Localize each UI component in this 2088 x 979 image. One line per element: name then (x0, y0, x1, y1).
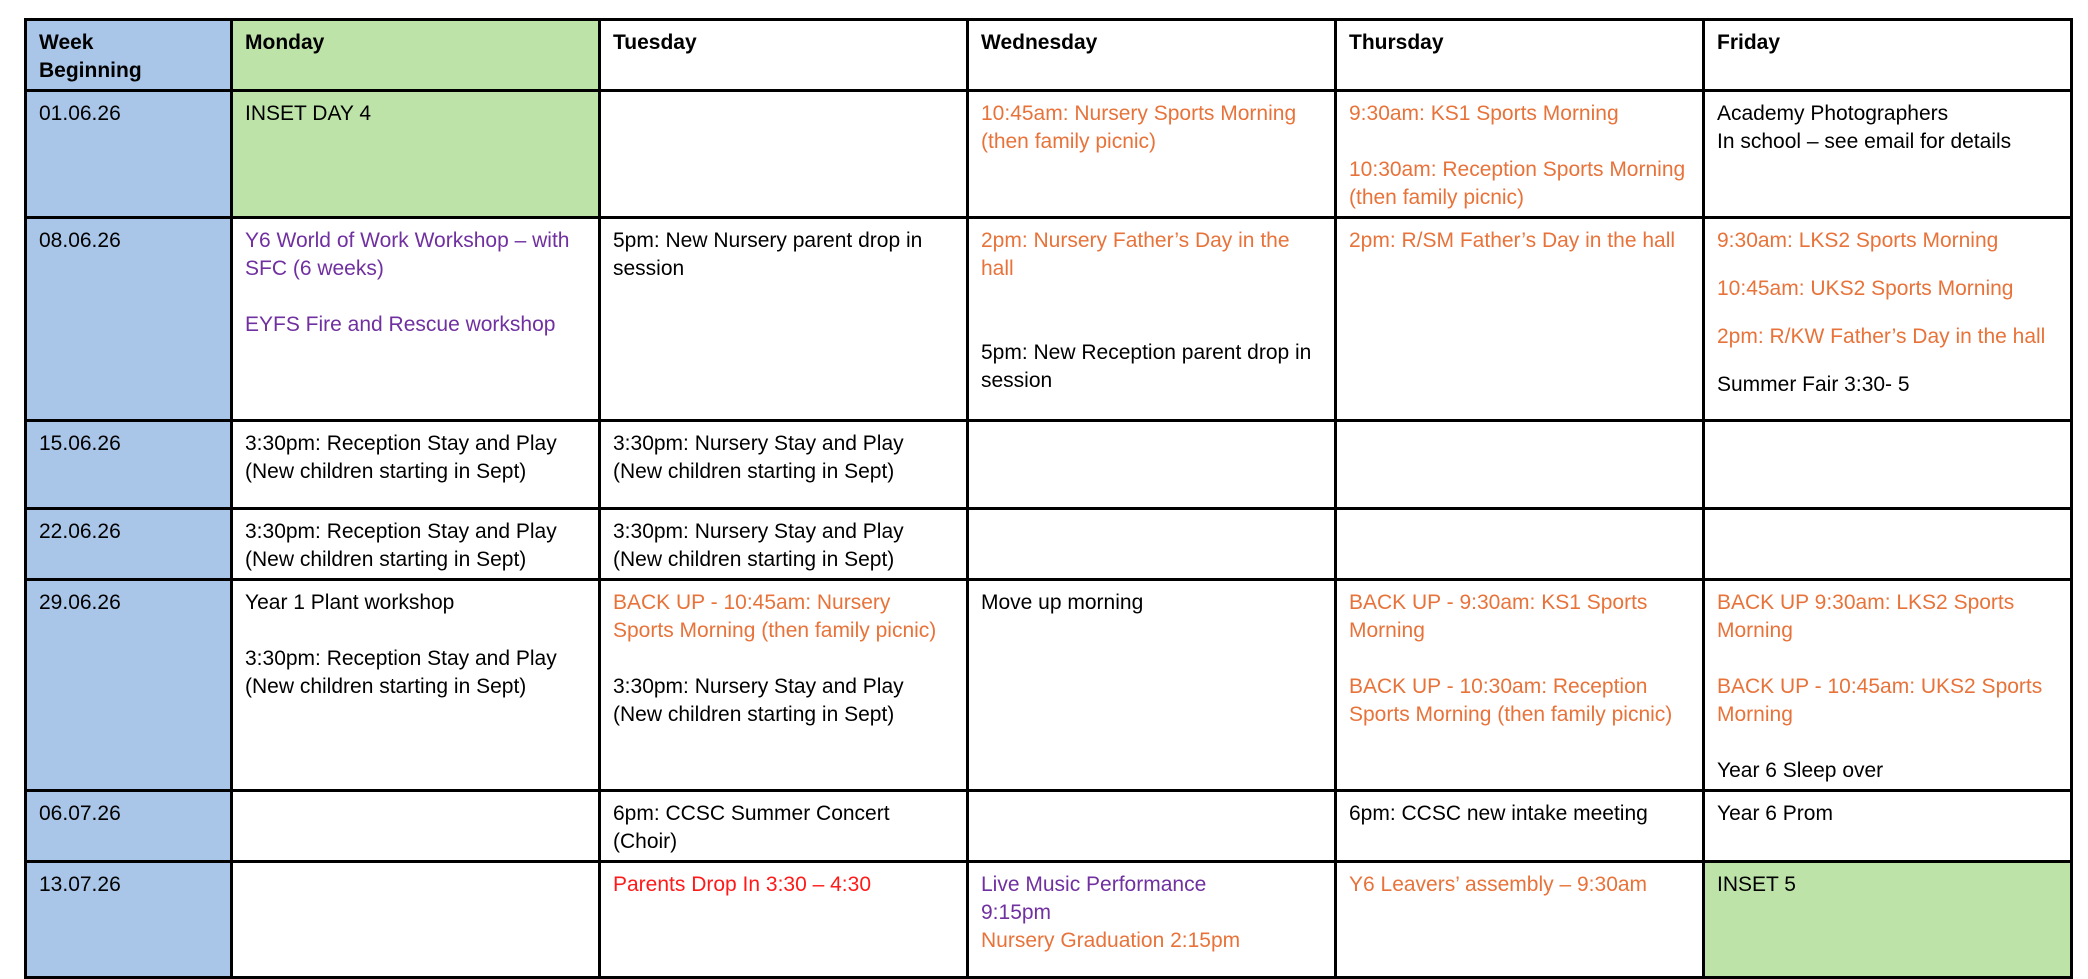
wednesday-cell (968, 509, 1336, 580)
week-cell: 08.06.26 (26, 218, 232, 421)
event-text: BACK UP - 10:45am: UKS2 Sports Morning (1717, 675, 2043, 726)
event-text: 9:30am: LKS2 Sports Morning (1717, 229, 1999, 252)
event-text: 6pm: CCSC new intake meeting (1349, 802, 1648, 825)
event-text: 3:30pm: Nursery Stay and Play (613, 432, 904, 455)
event-text: INSET DAY 4 (245, 102, 372, 125)
friday-cell (1704, 218, 2072, 421)
event-text: Year 6 Prom (1717, 802, 1833, 825)
event-text: EYFS Fire and Rescue workshop (245, 313, 556, 336)
event-text: (New children starting in Sept) (613, 460, 895, 483)
wednesday-cell (968, 580, 1336, 791)
event-text: Move up morning (981, 591, 1144, 614)
monday-cell (232, 791, 600, 862)
event-text: 10:45am: UKS2 Sports Morning (1717, 277, 2014, 300)
wednesday-cell (968, 421, 1336, 509)
event-text: 3:30pm: Reception Stay and Play (245, 432, 557, 455)
event-text: Y6 Leavers’ assembly – 9:30am (1349, 873, 1648, 896)
week-cell: 22.06.26 (26, 509, 232, 580)
tuesday-cell (600, 862, 968, 978)
friday-cell (1704, 580, 2072, 791)
header-week-beginning: Week Beginning (26, 20, 232, 91)
events-calendar-table (24, 18, 2073, 979)
event-text: 3:30pm: Nursery Stay and Play (613, 520, 904, 543)
table-row (26, 791, 2072, 862)
thursday-cell (1336, 791, 1704, 862)
event-text: (New children starting in Sept) (245, 460, 527, 483)
event-text: 10:30am: Reception Sports Morning (then family picnic) (1349, 158, 1686, 209)
thursday-cell (1336, 218, 1704, 421)
event-text: 3:30pm: Reception Stay and Play (245, 520, 557, 543)
event-text: Year 6 Sleep over (1717, 759, 1884, 782)
friday-cell (1704, 509, 2072, 580)
thursday-cell (1336, 580, 1704, 791)
header-monday: Monday (232, 20, 600, 91)
event-text: Live Music Performance (981, 873, 1207, 896)
monday-cell (232, 421, 600, 509)
thursday-cell (1336, 509, 1704, 580)
event-text: Summer Fair 3:30- 5 (1717, 373, 1910, 396)
table-row (26, 862, 2072, 978)
wednesday-cell (968, 91, 1336, 218)
tuesday-cell (600, 91, 968, 218)
tuesday-cell (600, 218, 968, 421)
table-row (26, 580, 2072, 791)
week-cell: 01.06.26 (26, 91, 232, 218)
header-friday: Friday (1704, 20, 2072, 91)
event-text: 5pm: New Nursery parent drop in session (613, 229, 923, 280)
tuesday-cell (600, 580, 968, 791)
event-text: (New children starting in Sept) (245, 548, 527, 571)
event-text: (New children starting in Sept) (613, 703, 895, 726)
friday-cell (1704, 91, 2072, 218)
event-text: INSET 5 (1717, 873, 1796, 896)
header-tuesday: Tuesday (600, 20, 968, 91)
monday-cell (232, 580, 600, 791)
week-cell: 15.06.26 (26, 421, 232, 509)
table-row (26, 218, 2072, 421)
event-text: Y6 World of Work Workshop – with SFC (6 weeks) (245, 229, 570, 280)
week-cell: 13.07.26 (26, 862, 232, 978)
event-text: 5pm: New Reception parent drop in session (981, 341, 1312, 392)
wednesday-cell (968, 218, 1336, 421)
table-row (26, 509, 2072, 580)
event-text: (New children starting in Sept) (245, 675, 527, 698)
event-text: In school – see email for details (1717, 130, 2012, 153)
table-row (26, 421, 2072, 509)
event-text: 3:30pm: Nursery Stay and Play (613, 675, 904, 698)
header-row (26, 20, 2072, 91)
event-text: BACK UP - 10:30am: Reception Sports Morning (then family picnic) (1349, 675, 1673, 726)
table-row (26, 91, 2072, 218)
event-text: BACK UP - 9:30am: KS1 Sports Morning (1349, 591, 1648, 642)
event-text: (New children starting in Sept) (613, 548, 895, 571)
thursday-cell (1336, 91, 1704, 218)
event-text: 6pm: CCSC Summer Concert (Choir) (613, 802, 890, 853)
event-text: Year 1 Plant workshop (245, 591, 455, 614)
event-text: 9:30am: KS1 Sports Morning (1349, 102, 1619, 125)
header-wednesday: Wednesday (968, 20, 1336, 91)
event-text: 3:30pm: Reception Stay and Play (245, 647, 557, 670)
header-thursday: Thursday (1336, 20, 1704, 91)
wednesday-cell (968, 862, 1336, 978)
monday-cell (232, 862, 600, 978)
tuesday-cell (600, 421, 968, 509)
event-text: BACK UP 9:30am: LKS2 Sports Morning (1717, 591, 2015, 642)
friday-cell (1704, 862, 2072, 978)
event-text: 2pm: R/KW Father’s Day in the hall (1717, 325, 2046, 348)
event-text: 2pm: Nursery Father’s Day in the hall (981, 229, 1290, 280)
wednesday-cell (968, 791, 1336, 862)
monday-cell (232, 218, 600, 421)
event-text: Parents Drop In 3:30 – 4:30 (613, 873, 871, 896)
event-text: 10:45am: Nursery Sports Morning (then family picnic) (981, 102, 1297, 153)
event-text: Academy Photographers (1717, 102, 1949, 125)
event-text: 2pm: R/SM Father’s Day in the hall (1349, 229, 1676, 252)
event-text: Nursery Graduation 2:15pm (981, 929, 1241, 952)
thursday-cell (1336, 421, 1704, 509)
week-cell: 06.07.26 (26, 791, 232, 862)
event-text: BACK UP - 10:45am: Nursery Sports Morning (then family picnic) (613, 591, 937, 642)
friday-cell (1704, 421, 2072, 509)
week-cell: 29.06.26 (26, 580, 232, 791)
event-text: 9:15pm (981, 901, 1052, 924)
friday-cell (1704, 791, 2072, 862)
tuesday-cell (600, 509, 968, 580)
monday-cell (232, 509, 600, 580)
thursday-cell (1336, 862, 1704, 978)
monday-cell (232, 91, 600, 218)
tuesday-cell (600, 791, 968, 862)
